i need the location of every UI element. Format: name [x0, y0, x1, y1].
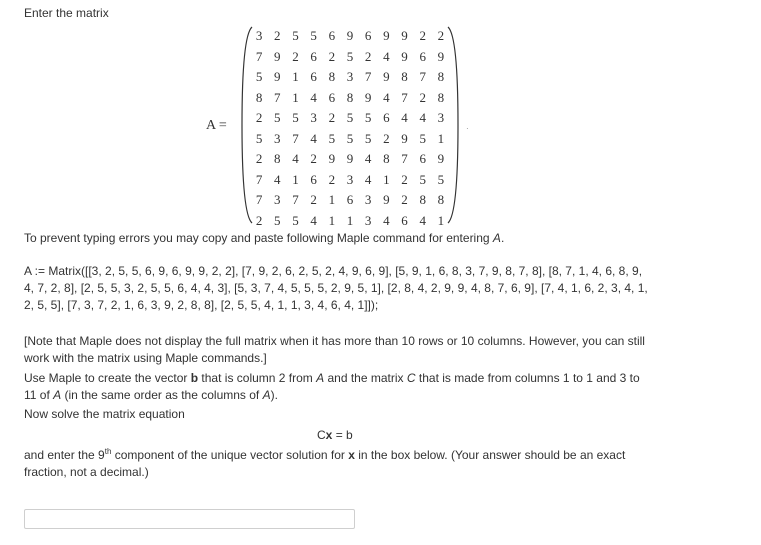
matrix-cell: 2 — [419, 89, 426, 105]
decorative-dot: · — [466, 124, 469, 133]
matrix-cell: 2 — [364, 48, 372, 64]
matrix-cell: 2 — [383, 130, 390, 146]
matrix-cell: 9 — [274, 48, 281, 64]
matrix-cell: 7 — [401, 151, 408, 166]
matrix-cell: 4 — [274, 171, 281, 187]
matrix-cell: 4 — [364, 151, 372, 166]
matrix-equation: Cx = b — [317, 428, 353, 442]
matrix-cell: 4 — [364, 171, 372, 187]
matrix-cell: 3 — [310, 110, 317, 125]
matrix-cell: 5 — [346, 48, 354, 64]
matrix-cell: 4 — [310, 212, 317, 228]
matrix-cell: 6 — [364, 28, 372, 43]
matrix-cell: 1 — [292, 171, 299, 187]
bracket-note: [Note that Maple does not display the full matrix when it has more than 10 rows or 10 columns. However, you can still work with the matrix using Maple commands.] — [24, 334, 645, 365]
matrix-cell: 8 — [346, 89, 354, 105]
matrix-cell: 5 — [310, 28, 317, 43]
matrix-cell: 2 — [255, 151, 263, 166]
matrix-cell: 6 — [401, 212, 408, 228]
matrix-cell: 5 — [255, 130, 263, 146]
matrix-cell: 6 — [328, 89, 336, 105]
right-parenthesis — [446, 26, 460, 224]
matrix-cell: 5 — [346, 130, 354, 146]
matrix-cell: 3 — [274, 192, 281, 207]
matrix-cell: 3 — [364, 212, 372, 228]
matrix-cell: 9 — [383, 192, 390, 207]
matrix-cell: 8 — [437, 89, 445, 105]
matrix-cell: 5 — [346, 110, 354, 125]
matrix-cell: 2 — [255, 110, 263, 125]
matrix-label: A = — [206, 118, 227, 133]
matrix-cell: 6 — [383, 110, 390, 125]
matrix-cell: 1 — [346, 212, 354, 228]
matrix-cell: 4 — [383, 212, 390, 228]
matrix-cell: 3 — [437, 110, 445, 125]
matrix-cell: 2 — [401, 192, 408, 207]
matrix-cell: 7 — [292, 130, 299, 146]
matrix-cell: 8 — [437, 69, 445, 84]
answer-input[interactable] — [24, 509, 355, 529]
matrix-cell: 2 — [328, 110, 336, 125]
matrix-cell: 5 — [274, 110, 281, 125]
matrix-cell: 5 — [292, 212, 299, 228]
matrix-cell: 2 — [401, 171, 408, 187]
matrix-cell: 6 — [419, 48, 426, 64]
matrix-cell: 3 — [346, 69, 354, 84]
matrix-cell: 8 — [383, 151, 390, 166]
matrix-cell: 1 — [328, 192, 336, 207]
matrix-cell: 3 — [274, 130, 281, 146]
matrix-cell: 2 — [437, 28, 445, 43]
matrix-cell: 5 — [292, 110, 299, 125]
matrix-cell: 2 — [328, 171, 336, 187]
matrix-cell: 1 — [437, 212, 445, 228]
matrix-cell: 9 — [401, 48, 408, 64]
matrix-cell: 9 — [328, 151, 336, 166]
matrix-cell: 6 — [310, 69, 317, 84]
matrix-cell: 2 — [255, 212, 263, 228]
matrix-cell: 9 — [383, 28, 390, 43]
matrix-cell: 6 — [328, 28, 336, 43]
matrix-cell: 7 — [401, 89, 408, 105]
matrix-cell: 9 — [383, 69, 390, 84]
matrix-cell: 9 — [346, 151, 354, 166]
var-a: A — [492, 231, 501, 245]
matrix-cell: 4 — [292, 151, 299, 166]
matrix-cell: 1 — [292, 89, 299, 105]
intro-text: Enter the matrix — [24, 6, 109, 20]
matrix-cell: 9 — [364, 89, 372, 105]
matrix-cell: 9 — [437, 48, 445, 64]
matrix-cell: 2 — [328, 48, 336, 64]
matrix-cell: 8 — [419, 192, 426, 207]
matrix-grid — [250, 26, 450, 231]
matrix-cell: 8 — [274, 151, 281, 166]
matrix-cell: 4 — [419, 212, 426, 228]
matrix-cell: 3 — [255, 28, 263, 43]
matrix-cell: 6 — [310, 171, 317, 187]
matrix-cell: 1 — [328, 212, 336, 228]
matrix-cell: 5 — [274, 212, 281, 228]
enter-instruction: and enter the 9th component of the unique vector solution for x in the box below. (Your answer should be an exact fraction, not a decimal.) — [24, 447, 626, 479]
maple-command: A := Matrix([[3, 2, 5, 5, 6, 9, 6, 9, 9, 2, 2], [7, 9, 2, 6, 2, 5, 2, 4, 9, 6, 9], [5, 9, 1, 6, 8, 3, 7, 9, 8, 7, 8], [8, 7, 1, 4, 6, 8, 9, 4, 7, 2, 8], [2, 5, 5, 3, 2, 5, 5, 6, 4, 4, 3], [5, 3, 7, 4, 5, 5, 5, 2, 9, 5, 1], [2, 8, 4, 2, 9, 9, 4, 8, 7, 6, 9], [7, 4, 1, 6, 2, 3, 4, 1, 2, 5, 5], [7, 3, 7, 2, 1, 6, 3, 9, 2, 8, 8], [2, 5, 5, 4, 1, 1, 3, 4, 6, 4, 1]]); — [24, 264, 648, 312]
matrix-cell: 5 — [292, 28, 299, 43]
matrix-cell: 1 — [383, 171, 390, 187]
matrix-cell: 2 — [310, 151, 317, 166]
matrix-cell: 5 — [328, 130, 336, 146]
matrix-cell: 1 — [437, 130, 445, 146]
matrix-cell: 4 — [383, 89, 390, 105]
matrix-cell: 6 — [346, 192, 354, 207]
matrix-cell: 4 — [419, 110, 426, 125]
matrix-cell: 5 — [419, 171, 426, 187]
matrix-cell: 7 — [255, 48, 263, 64]
matrix-cell: 9 — [346, 28, 354, 43]
instruction-text: Use Maple to create the vector b that is column 2 from A and the matrix C that is made from columns 1 to 1 and 3 to 11 of A (in the same order as the columns of A). — [24, 371, 640, 402]
matrix-cell: 5 — [255, 69, 263, 84]
matrix-cell: 5 — [419, 130, 426, 146]
matrix-cell: 6 — [419, 151, 426, 166]
matrix-cell: 3 — [346, 171, 354, 187]
copy-note: To prevent typing errors you may copy and paste following Maple command for entering A. — [24, 231, 505, 245]
matrix-cell: 4 — [310, 130, 317, 146]
matrix-cell: 5 — [364, 130, 372, 146]
matrix-cell: 6 — [310, 48, 317, 64]
matrix-cell: 4 — [310, 89, 317, 105]
matrix-cell: 9 — [274, 69, 281, 84]
matrix-cell: 2 — [292, 48, 299, 64]
matrix-cell: 8 — [437, 192, 445, 207]
matrix-cell: 9 — [437, 151, 445, 166]
matrix-cell: 7 — [255, 192, 263, 207]
matrix-cell: 8 — [255, 89, 263, 105]
matrix-cell: 8 — [328, 69, 336, 84]
matrix-cell: 9 — [401, 130, 408, 146]
matrix-cell: 7 — [292, 192, 299, 207]
matrix-cell: 9 — [401, 28, 408, 43]
matrix-cell: 7 — [255, 171, 263, 187]
matrix-cell: 3 — [364, 192, 372, 207]
matrix-cell: 4 — [401, 110, 408, 125]
matrix-display — [240, 26, 460, 228]
matrix-cell: 2 — [419, 28, 426, 43]
matrix-cell: 4 — [383, 48, 390, 64]
matrix-cell: 7 — [274, 89, 281, 105]
matrix-cell: 2 — [310, 192, 317, 207]
solve-line: Now solve the matrix equation — [24, 407, 185, 421]
matrix-cell: 2 — [274, 28, 281, 43]
matrix-cell: 7 — [419, 69, 426, 84]
matrix-cell: 7 — [364, 69, 372, 84]
matrix-cell: 8 — [401, 69, 408, 84]
matrix-cell: 5 — [437, 171, 445, 187]
matrix-cell: 5 — [364, 110, 372, 125]
matrix-cell: 1 — [292, 69, 299, 84]
